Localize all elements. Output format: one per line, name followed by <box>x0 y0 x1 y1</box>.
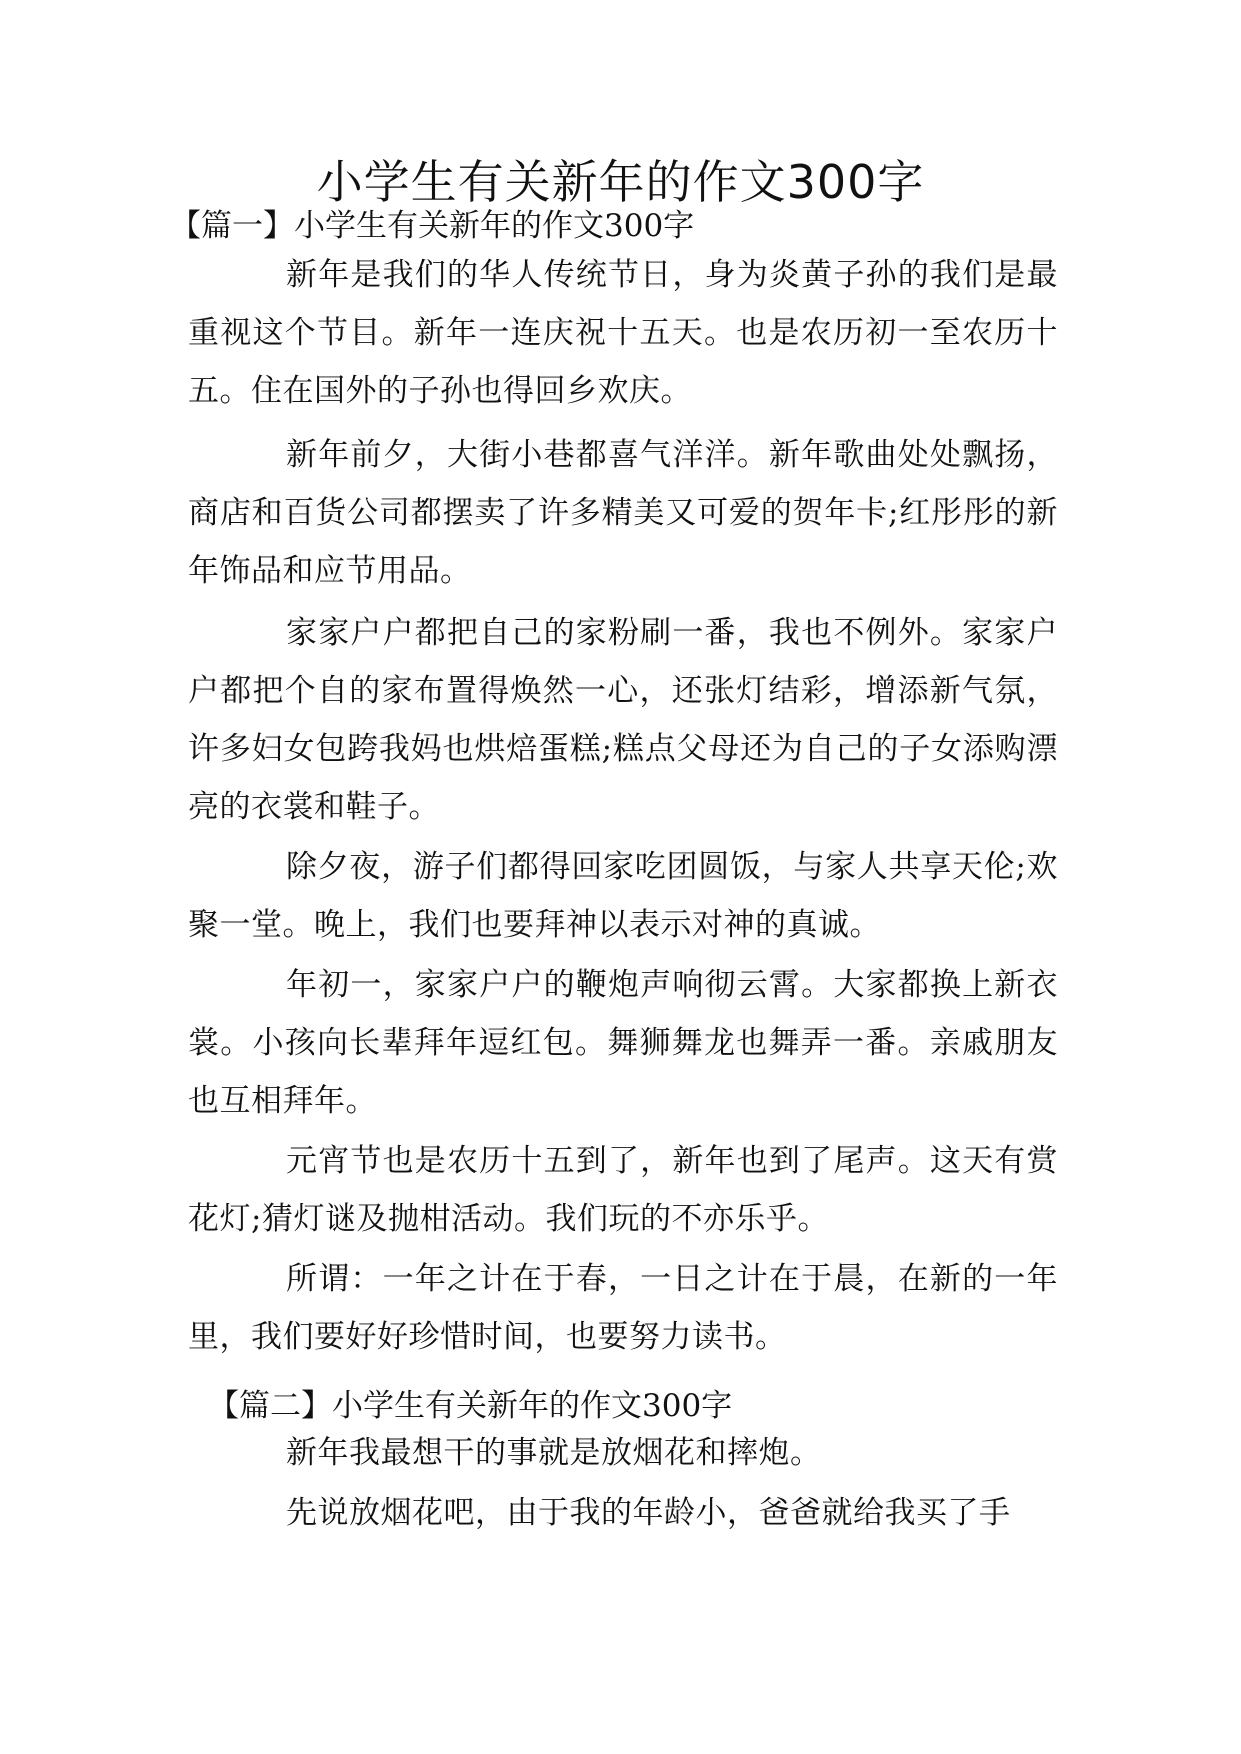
section-2-paragraph-1: 新年我最想干的事就是放烟花和摔炮。 <box>286 1435 822 1471</box>
section-2-paragraph-2: 先说放烟花吧，由于我的年龄小，爸爸就给我买了手 <box>286 1495 1011 1531</box>
section-1-paragraph-2: 新年前夕，大街小巷都喜气洋洋。新年歌曲处处飘扬，商店和百货公司都摆卖了许多精美又可爱的贺年卡;红彤彤的新年饰品和应节用品。 <box>188 437 1058 589</box>
section-heading-1: 【篇一】小学生有关新年的作文300字 <box>170 208 695 244</box>
section-1-paragraph-1: 新年是我们的华人传统节日，身为炎黄子孙的我们是最重视这个节目。新年一连庆祝十五天。也是农历初一至农历十五。住在国外的子孙也得回乡欢庆。 <box>188 257 1058 409</box>
section-1-paragraph-3: 家家户户都把自己的家粉刷一番，我也不例外。家家户户都把个自的家布置得焕然一心，还张灯结彩，增添新气氛，许多妇女包跨我妈也烘焙蛋糕;糕点父母还为自己的子女添购漂亮的衣裳和鞋子。 <box>188 615 1058 825</box>
document-title: 小学生有关新年的作文300字 <box>316 155 925 209</box>
section-1-paragraph-4: 除夕夜，游子们都得回家吃团圆饭，与家人共享天伦;欢聚一堂。晚上，我们也要拜神以表示对神的真诚。 <box>188 849 1058 943</box>
section-1-paragraph-5: 年初一，家家户户的鞭炮声响彻云霄。大家都换上新衣裳。小孩向长辈拜年逗红包。舞狮舞龙也舞弄一番。亲戚朋友也互相拜年。 <box>188 967 1058 1119</box>
section-1-paragraph-6: 元宵节也是农历十五到了，新年也到了尾声。这天有赏花灯;猜灯谜及抛柑活动。我们玩的不亦乐乎。 <box>188 1143 1058 1237</box>
section-1-paragraph-7: 所谓：一年之计在于春，一日之计在于晨，在新的一年里，我们要好好珍惜时间，也要努力读书。 <box>188 1261 1058 1355</box>
section-heading-2: 【篇二】小学生有关新年的作文300字 <box>208 1388 733 1424</box>
